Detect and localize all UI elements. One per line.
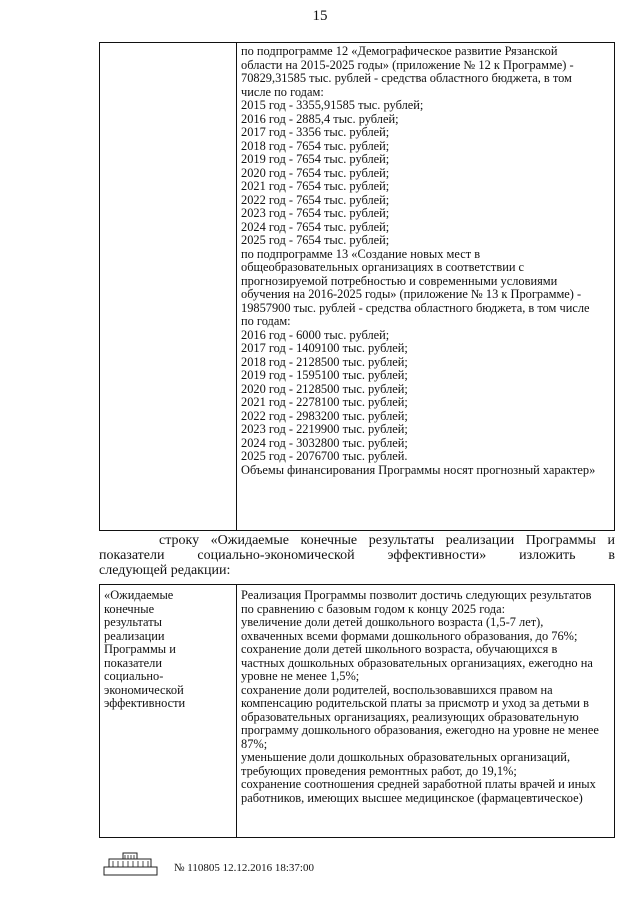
page-footer — [103, 852, 314, 876]
text-line: 2020 год - 2128500 тыс. рублей; — [241, 381, 408, 396]
text-line: 2022 год - 7654 тыс. рублей; — [241, 192, 390, 207]
text-line: 70829,31585 тыс. рублей - средства областного бюджета, в том — [241, 71, 572, 85]
financing-table — [99, 42, 615, 531]
text-line: 2022 год - 2983200 тыс. рублей; — [241, 408, 408, 423]
text-line: 2016 год - 6000 тыс. рублей; — [241, 327, 390, 342]
text-line: числе по годам: — [241, 84, 324, 99]
text-line: прогнозируемой потребностью и современными условиями — [241, 273, 558, 288]
text-line: 2023 год - 2219900 тыс. рублей; — [241, 422, 408, 436]
label-line: Программы и — [104, 642, 176, 656]
text-line: обучения на 2016-2025 годы» (приложение № 13 к Программе) - — [241, 287, 582, 301]
results-table-text-cell — [237, 585, 615, 838]
text-line: 2015 год - 3355,91585 тыс. рублей; — [241, 98, 424, 112]
paragraph-line: следующей редакции: — [99, 563, 231, 578]
page-number: 15 — [312, 8, 328, 24]
text-line: 2016 год - 2885,4 тыс. рублей; — [241, 111, 399, 126]
label-line: экономической — [104, 682, 184, 697]
text-line: 19857900 тыс. рублей - средства областного бюджета, в том числе — [241, 300, 590, 315]
text-line: частных дошкольных образовательных организациях, ежегодно на — [241, 655, 593, 670]
text-line: требующих проведения ремонтных работ, до 19,1%; — [241, 763, 517, 778]
text-line: 87%; — [241, 736, 268, 751]
text-line: работников, имеющих высшее медицинское (фармацевтическое) — [241, 790, 583, 805]
financing-table-label-cell — [100, 43, 237, 531]
text-line: 2023 год - 7654 тыс. рублей; — [241, 206, 390, 220]
text-line: по подпрограмме 12 «Демографическое развитие Рязанской — [241, 44, 558, 58]
text-line: 2020 год - 7654 тыс. рублей; — [241, 165, 390, 180]
text-line: 2019 год - 7654 тыс. рублей; — [241, 152, 390, 166]
consultant-logo-icon — [103, 852, 158, 876]
text-line: Реализация Программы позволит достичь следующих результатов — [241, 588, 592, 602]
text-line: 2018 год - 7654 тыс. рублей; — [241, 138, 390, 153]
text-line: общеобразовательных организациях в соответствии с — [241, 260, 525, 274]
text-line: компенсацию родительской платы за присмотр и уход за детьми в — [241, 696, 589, 710]
text-line: Объемы финансирования Программы носят прогнозный характер» — [241, 462, 596, 477]
text-line: сохранение доли родителей, воспользовавшихся правом на — [241, 682, 553, 697]
document-code: № 110805 12.12.2016 18:37:00 — [174, 862, 314, 874]
text-line: 2024 год - 7654 тыс. рублей; — [241, 219, 390, 234]
paragraph-line: строку «Ожидаемые конечные результаты реализации Программы и — [159, 533, 615, 548]
text-line: по годам: — [241, 314, 291, 328]
text-line: 2024 год - 3032800 тыс. рублей; — [241, 435, 408, 450]
text-line: образовательных организациях, реализующих образовательную — [241, 709, 579, 724]
financing-table-text-cell — [237, 43, 615, 531]
text-line: уменьшение доли дошкольных образовательных организаций, — [241, 750, 571, 764]
text-line: 2021 год - 2278100 тыс. рублей; — [241, 395, 408, 409]
label-line: социально- — [104, 669, 164, 683]
results-table — [99, 584, 615, 838]
text-line: охваченных всеми формами дошкольного образования, до 76%; — [241, 628, 578, 643]
label-line: показатели — [104, 655, 162, 670]
text-line: программу дошкольного образования, ежегодно на уровне не менее — [241, 723, 599, 737]
text-line: 2017 год - 3356 тыс. рублей; — [241, 125, 390, 139]
text-line: сохранение доли детей школьного возраста, обучающихся в — [241, 642, 558, 656]
label-line: «Ожидаемые — [104, 588, 174, 602]
label-line: реализации — [104, 628, 165, 643]
amendment-paragraph — [99, 533, 615, 578]
text-line: увеличение доли детей дошкольного возраста (1,5-7 лет), — [241, 615, 544, 629]
text-line: 2019 год - 1595100 тыс. рублей; — [241, 368, 408, 382]
label-line: результаты — [104, 615, 162, 629]
text-line: по подпрограмме 13 «Создание новых мест в — [241, 246, 481, 261]
text-line: сохранение соотношения средней заработной платы врачей и иных — [241, 777, 596, 791]
text-line: 2021 год - 7654 тыс. рублей; — [241, 179, 390, 193]
paragraph-line: показатели социально-экономической эффективности» изложить в — [99, 548, 615, 563]
label-line: эффективности — [104, 696, 186, 710]
label-line: конечные — [104, 601, 155, 616]
text-line: области на 2015-2025 годы» (приложение № 12 к Программе) - — [241, 57, 574, 72]
text-line: 2025 год - 2076700 тыс. рублей. — [241, 449, 408, 463]
text-line: по сравнению с базовым годом к концу 2025 года: — [241, 601, 506, 616]
results-table-label-cell — [100, 585, 237, 838]
text-line: 2017 год - 1409100 тыс. рублей; — [241, 341, 408, 355]
text-line: 2025 год - 7654 тыс. рублей; — [241, 233, 390, 247]
text-line: 2018 год - 2128500 тыс. рублей; — [241, 354, 408, 369]
text-line: уровне не менее 1,5%; — [241, 669, 360, 683]
